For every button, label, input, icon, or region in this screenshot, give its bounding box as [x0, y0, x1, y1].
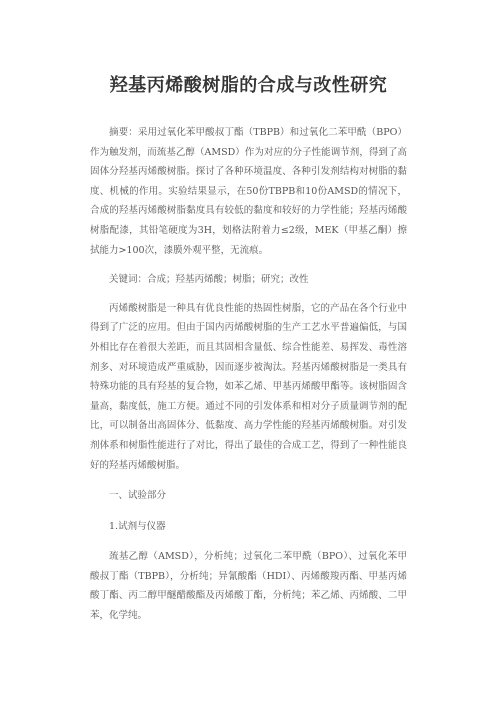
document-title: 羟基丙烯酸树脂的合成与改性研究: [109, 75, 388, 96]
materials-paragraph: 巯基乙醇（AMSD），分析纯；过氧化二苯甲酰（BPO）、过氧化苯甲酸叔丁酯（TBPB），分析纯；异氰酸酯（HDI）、丙烯酸羧丙酯、甲基丙烯酸丁酯、丙二醇甲醚醋酸酯及丙烯酸丁酯，分析纯；苯乙烯、丙烯酸、二甲苯，化学纯。: [90, 551, 407, 622]
keywords-line: 关键词：合成；羟基丙烯酸；树脂；研究；改性: [109, 274, 309, 286]
subsection-heading-reagents: 1.试剂与仪器: [109, 520, 166, 532]
section-heading-experimental: 一、试验部分: [109, 490, 167, 502]
intro-paragraph: 丙烯酸树脂是一种具有优良性能的热固性树脂，它的产品在各个行业中得到了广泛的应用。但由于国内丙烯酸树脂的生产工艺水平普遍偏低，与国外相比存在着很大差距，而且其固相含量低、综合性能差、易挥发、毒性溶剂多、对环境造成严重威胁，因而逐步被淘汰。羟基丙烯酸树脂是一类具有特殊功能的具有羟基的复合物，如苯乙烯、甲基丙烯酸甲酯等。该树脂固含量高，黏度低，施工方便。通过不同的引发体系和相对分子质量调节剂的配比，可以制备出高固体分、低黏度、高力学性能的羟基丙烯酸树脂。对引发剂体系和树脂性能进行了对比，得出了最佳的合成工艺，得到了一种性能良好的羟基丙烯酸树脂。: [90, 302, 407, 471]
abstract-paragraph: 摘要：采用过氧化苯甲酸叔丁酯（TBPB）和过氧化二苯甲酰（BPO）作为触发剂，而巯基乙醇（AMSD）作为对应的分子性能调节剂，得到了高固体分羟基丙烯酸树脂。探讨了各种环境温度、各种引发剂结构对树脂的黏度、机械的作用。实验结果显示，在50份TBPB和10份AMSD的情况下，合成的羟基丙烯酸树脂黏度具有较低的黏度和较好的力学性能；羟基丙烯酸树脂配漆，其铅笔硬度为3H，划格法附着力≤2级，MEK（甲基乙酮）擦拭能力>100次，漆膜外观平整，无流痕。: [90, 127, 407, 256]
